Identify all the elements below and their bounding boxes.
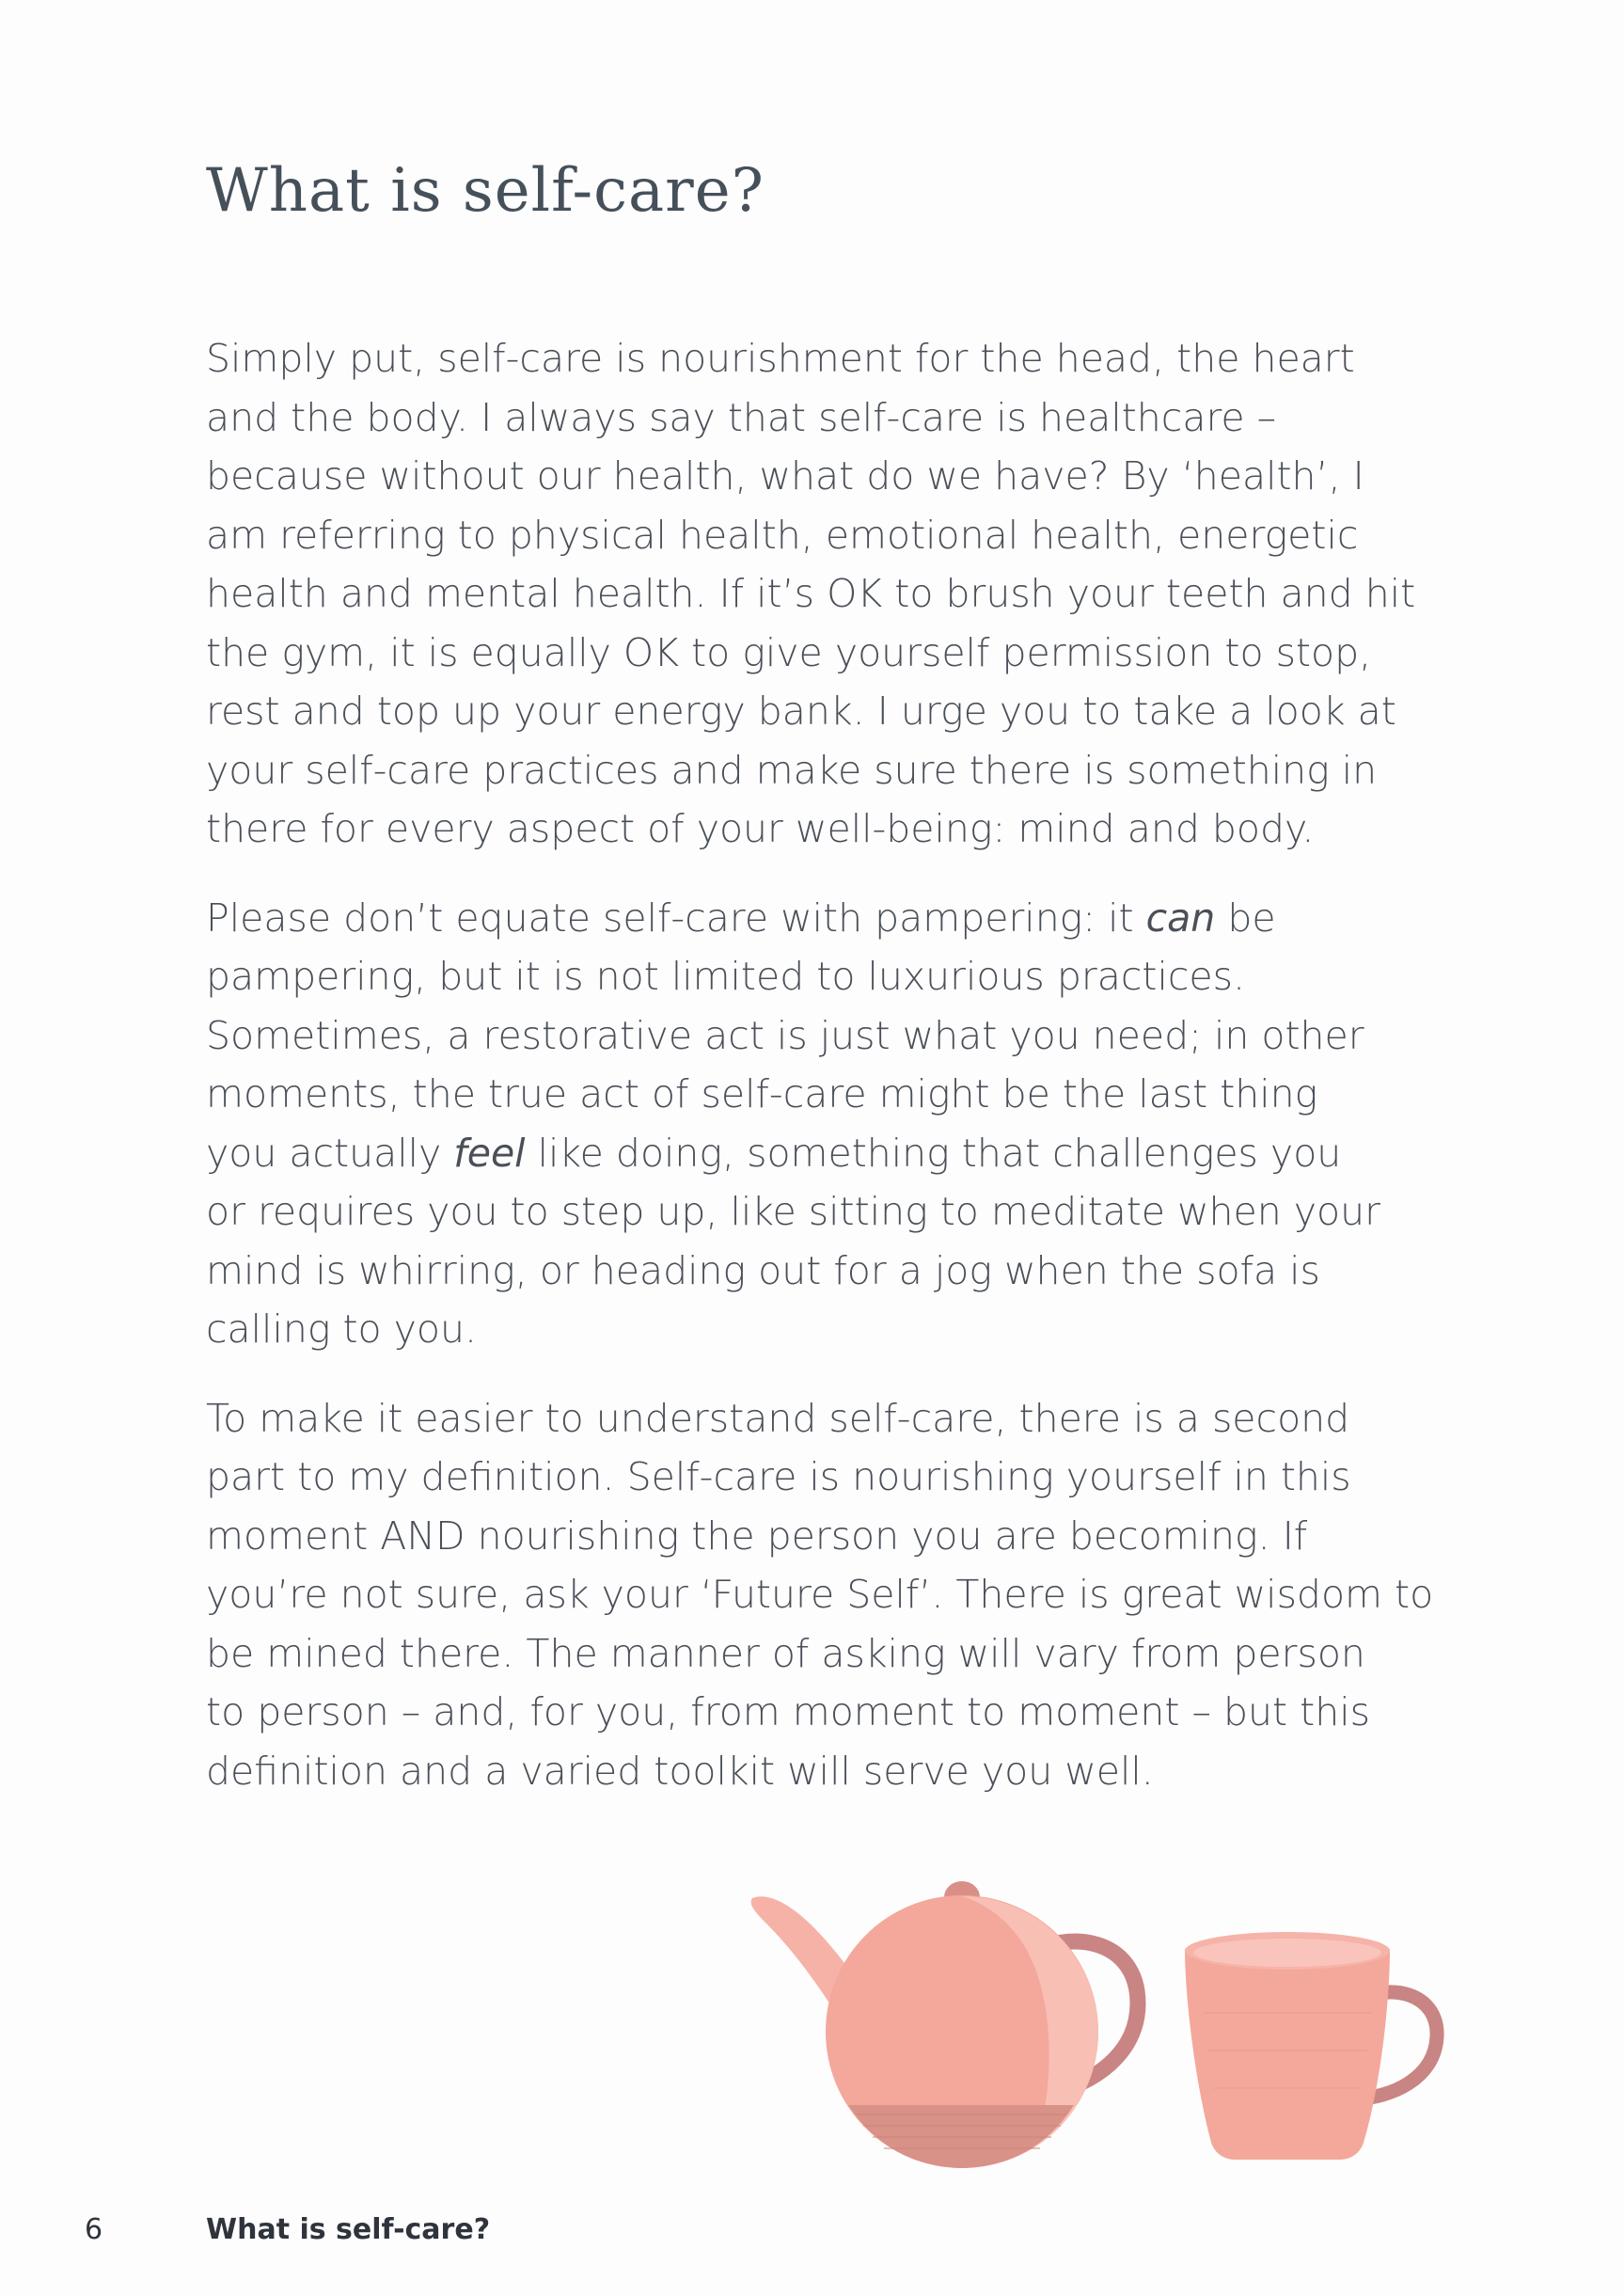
text-line: you’re not sure, ask your ‘Future Self’. There is great wisdom to xyxy=(206,1572,1434,1617)
text-line: definition and a varied toolkit will serve you well. xyxy=(206,1748,1154,1794)
page-number: 6 xyxy=(85,2213,103,2246)
text-line: part to my definition. Self-care is nourishing yourself in this xyxy=(206,1454,1351,1499)
text-line: mind is whirring, or heading out for a jog when the sofa is xyxy=(206,1247,1320,1293)
text-line: Sometimes, a restorative act is just what you need; in other xyxy=(206,1012,1364,1058)
text-line: am referring to physical health, emotional health, energetic xyxy=(206,512,1359,558)
body-paragraph xyxy=(206,1389,1457,1801)
text-line: because without our health, what do we have? By ‘health’, I xyxy=(206,453,1364,499)
text-run: like doing, something that challenges you xyxy=(525,1130,1342,1176)
text-line: To make it easier to understand self-care, there is a second xyxy=(206,1395,1350,1441)
teacup-icon xyxy=(1185,1932,1437,2160)
text-line: rest and top up your energy bank. I urge you to take a look at xyxy=(206,689,1396,734)
teapot-and-cup-illustration xyxy=(743,1862,1476,2201)
text-line: health and mental health. If it’s OK to brush your teeth and hit xyxy=(206,571,1416,616)
text-run: be xyxy=(1215,895,1276,941)
text-line: pampering, but it is not limited to luxurious practices. xyxy=(206,954,1245,999)
text-line: your self-care practices and make sure there is something in xyxy=(206,747,1378,793)
text-line: be mined there. The manner of asking will vary from person xyxy=(206,1630,1365,1676)
body-text xyxy=(206,329,1457,1830)
emphasis-text: feel xyxy=(453,1130,526,1176)
text-line: calling to you. xyxy=(206,1306,478,1352)
text-run: Please don’t equate self-care with pampering: it xyxy=(206,895,1146,941)
text-run: you actually xyxy=(206,1130,454,1176)
text-line: and the body. I always say that self-care is healthcare – xyxy=(206,394,1277,440)
page-title: What is self-care? xyxy=(206,156,765,226)
text-line: Simply put, self-care is nourishment for the head, the heart xyxy=(206,336,1355,381)
body-paragraph xyxy=(206,889,1457,1359)
text-line: there for every aspect of your well-being: mind and body. xyxy=(206,806,1315,851)
text-line: to person – and, for you, from moment to moment – but this xyxy=(206,1689,1370,1734)
body-paragraph xyxy=(206,329,1457,859)
emphasis-text: can xyxy=(1145,895,1216,941)
text-line xyxy=(206,1124,1457,1183)
text-line xyxy=(206,889,1457,948)
text-line: moments, the true act of self-care might be the last thing xyxy=(206,1071,1318,1116)
running-title: What is self-care? xyxy=(206,2213,491,2246)
text-line: or requires you to step up, like sitting to meditate when your xyxy=(206,1189,1380,1234)
teapot-icon xyxy=(751,1881,1138,2168)
text-line: moment AND nourishing the person you are becoming. If xyxy=(206,1512,1308,1559)
text-line: the gym, it is equally OK to give yourself permission to stop, xyxy=(206,629,1372,675)
